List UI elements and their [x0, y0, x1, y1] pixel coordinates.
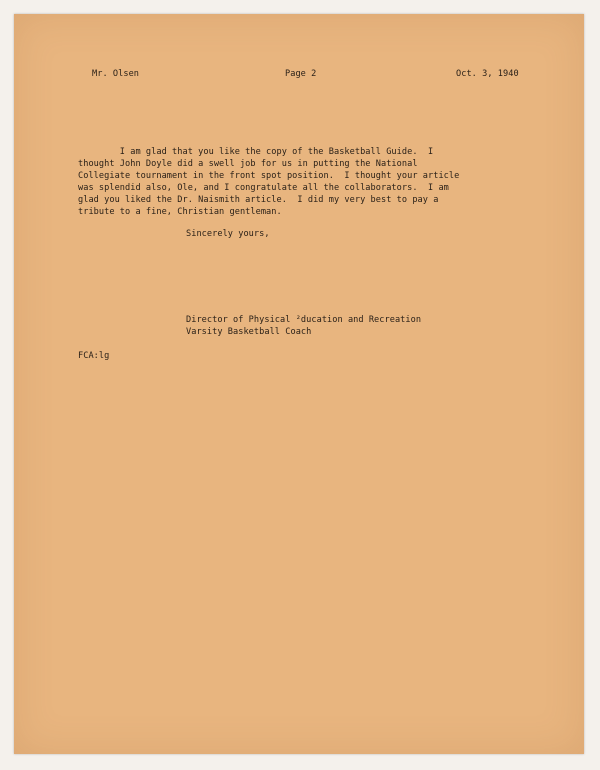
page-number: Page 2: [285, 69, 317, 79]
body-line: was splendid also, Ole, and I congratulate all the collaborators. I am: [78, 183, 449, 193]
body-line: glad you liked the Dr. Naismith article. I did my very best to pay a: [78, 195, 439, 205]
body-line: thought John Doyle did a swell job for us in putting the National: [78, 159, 418, 169]
letter-date: Oct. 3, 1940: [456, 69, 519, 79]
reference-initials: FCA:lg: [78, 351, 110, 361]
body-line: tribute to a fine, Christian gentleman.: [78, 207, 282, 217]
body-line: I am glad that you like the copy of the Basketball Guide. I: [78, 147, 434, 157]
signature-subtitle: Varsity Basketball Coach: [186, 327, 312, 337]
letter-page: [14, 14, 584, 754]
recipient-header: Mr. Olsen: [92, 69, 140, 79]
signature-title: Director of Physical ²ducation and Recreation: [186, 315, 422, 325]
body-line: Collegiate tournament in the front spot position. I thought your article: [78, 171, 460, 181]
closing-salutation: Sincerely yours,: [186, 229, 270, 239]
